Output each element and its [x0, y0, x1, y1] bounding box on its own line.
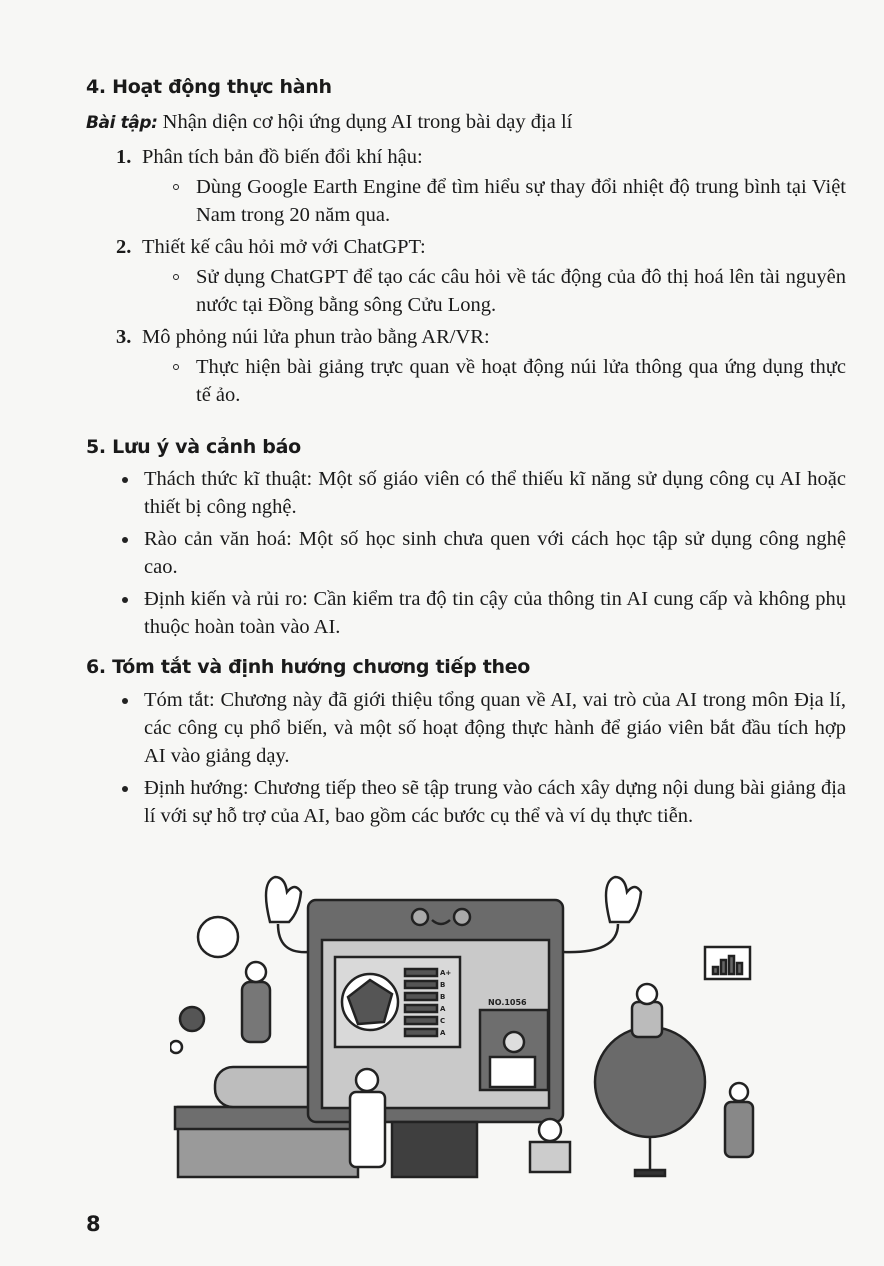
grade-label: B: [440, 993, 446, 1001]
classroom-ai-illustration: [170, 862, 770, 1182]
list-item: Rào cản văn hoá: Một số học sinh chưa quen với cách học tập sử dụng công nghệ cao.: [118, 525, 846, 581]
page-number: 8: [86, 1212, 101, 1236]
item-title: Phân tích bản đồ biến đổi khí hậu:: [142, 146, 423, 168]
section-4-heading: 4. Hoạt động thực hành: [86, 76, 332, 98]
item-detail: Thực hiện bài giảng trực quan về hoạt động núi lửa thông qua ứng dụng thực tế ảo.: [171, 353, 846, 409]
grade-label: A: [440, 1029, 446, 1037]
book-speech-bubble: [198, 917, 238, 957]
activity-item: [116, 323, 846, 409]
item-title: Mô phỏng núi lửa phun trào bằng AR/VR:: [142, 326, 490, 348]
exercise-text: Nhận diện cơ hội ứng dụng AI trong bài dạy địa lí: [157, 111, 573, 133]
section-6-heading: 6. Tóm tắt và định hướng chương tiếp theo: [86, 656, 531, 678]
exercise-label: Bài tập:: [86, 113, 158, 133]
item-number: 1.: [116, 146, 132, 168]
list-item: Tóm tắt: Chương này đã giới thiệu tổng quan về AI, vai trò của AI trong môn Địa lí, các công cụ phổ biến, và một số hoạt động thực hành để giáo viên bắt đầu tích hợp AI vào giảng dạy.: [118, 686, 846, 770]
grade-label: C: [440, 1017, 446, 1025]
summary-list: [118, 686, 846, 834]
grade-label: A: [440, 1005, 446, 1013]
item-number: 3.: [116, 326, 132, 348]
list-item: Thách thức kĩ thuật: Một số giáo viên có thể thiếu kĩ năng sử dụng công cụ AI hoặc thiết bị công nghệ.: [118, 465, 846, 521]
list-item: Định hướng: Chương tiếp theo sẽ tập trung vào cách xây dựng nội dung bài giảng địa lí với sự hỗ trợ của AI, bao gồm các bước cụ thể và ví dụ thực tiễn.: [118, 774, 846, 830]
list-item: Định kiến và rủi ro: Cần kiểm tra độ tin cậy của thông tin AI cung cấp và không phụ thuộc hoàn toàn vào AI.: [118, 585, 846, 641]
item-detail: Sử dụng ChatGPT để tạo các câu hỏi về tác động của đô thị hoá lên tài nguyên nước tại Đồng bằng sông Cửu Long.: [171, 263, 846, 319]
globe: [595, 1027, 705, 1137]
activity-item: [116, 143, 846, 229]
item-title: Thiết kế câu hỏi mở với ChatGPT:: [142, 236, 426, 258]
section-5-heading: 5. Lưu ý và cảnh báo: [86, 436, 301, 458]
screen-number-label: NO.1056: [488, 998, 527, 1007]
warnings-list: [118, 465, 846, 645]
activity-item: [116, 233, 846, 319]
grade-label: B: [440, 981, 446, 989]
item-detail: Dùng Google Earth Engine để tìm hiểu sự thay đổi nhiệt độ trung bình tại Việt Nam trong 20 năm qua.: [171, 173, 846, 229]
exercise-line: [86, 108, 572, 137]
item-number: 2.: [116, 236, 132, 258]
activity-list: [116, 143, 846, 413]
grade-label: A+: [440, 969, 452, 977]
gear-icon: [180, 1007, 204, 1031]
